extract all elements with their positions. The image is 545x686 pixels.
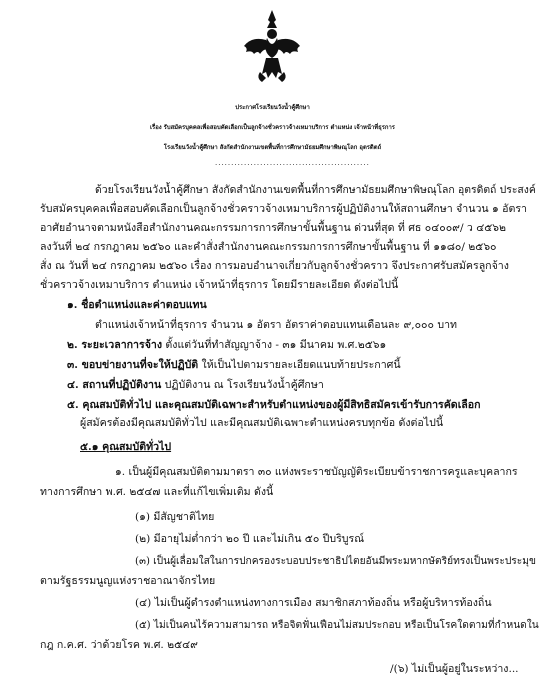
- section-3: [67, 356, 401, 375]
- qualification-item-5a: (๕) ไม่เป็นคนไร้ความสามารถ หรือจิตฟั่นเฟือนไม่สมประกอบ หรือเป็นโรคใดตามที่กำหนดใน: [135, 620, 539, 631]
- qualification-item-1: (๑) มีสัญชาติไทย: [135, 511, 215, 523]
- intro-line-6: ชั่วคราวจ้างเหมาบริการ ตำแหน่ง เจ้าหน้าที่ธุรการ โดยมีรายละเอียด ดังต่อไปนี้: [40, 279, 399, 291]
- section-4: [67, 376, 324, 395]
- section-5-text: ผู้สมัครต้องมีคุณสมบัติทั่วไป และมีคุณสมบัติเฉพาะตำแหน่งครบทุกข้อ ดังต่อไปนี้: [80, 417, 444, 429]
- general-qualification-1b: ทางการศึกษา พ.ศ. ๒๕๔๗ และที่แก้ไขเพิ่มเติม ดังนี้: [40, 486, 274, 498]
- qualification-item-3a: (๓) เป็นผู้เลื่อมใสในการปกครองระบอบประชาธิปไตยอันมีพระมหากษัตริย์ทรงเป็นพระประมุข: [135, 556, 536, 567]
- subject-line-1: เรื่อง รับสมัครบุคคลเพื่อสอบคัดเลือกเป็นลูกจ้างชั่วคราวจ้างเหมาบริการ ตำแหน่ง เจ้าหน้าที่ธุรการ: [150, 124, 395, 131]
- general-qualification-1a: ๑. เป็นผู้มีคุณสมบัติตามมาตรา ๓๐ แห่งพระราชบัญญัติระเบียบข้าราชการครูและบุคลากร: [115, 466, 518, 478]
- garuda-emblem: [240, 6, 304, 84]
- section-1-text: ตำแหน่งเจ้าหน้าที่ธุรการ จำนวน ๑ อัตรา อัตราค่าตอบแทนเดือนละ ๙,๐๐๐ บาท: [95, 319, 457, 331]
- intro-line-5: สั่ง ณ วันที่ ๒๔ กรกฎาคม ๒๕๖๐ เรื่อง การมอบอำนาจเกี่ยวกับลูกจ้างชั่วคราว จึงประกาศรับสมัครลูกจ้าง: [40, 260, 509, 272]
- qualification-item-3b: ตามรัฐธรรมนูญแห่งราชอาณาจักรไทย: [40, 575, 216, 587]
- section-5-title: ๕. คุณสมบัติทั่วไป และคุณสมบัติเฉพาะสำหรับตำแหน่งของผู้มีสิทธิสมัครเข้ารับการคัดเลือก: [67, 399, 481, 411]
- section-2-text: ตั้งแต่วันที่ทำสัญญาจ้าง - ๓๑ มีนาคม พ.ศ.๒๕๖๑: [162, 339, 387, 351]
- intro-line-2: รับสมัครบุคคลเพื่อสอบคัดเลือกเป็นลูกจ้างชั่วคราวจ้างเหมาบริการผู้ปฏิบัติงานให้สถานศึกษา จำนวน ๑ อัตรา: [40, 203, 527, 215]
- continuation-note: /(๖) ไม่เป็นผู้อยู่ในระหว่าง...: [390, 663, 519, 675]
- subject-line-2: โรงเรียนวังน้ำคู้ศึกษา สังกัดสำนักงานเขตพื้นที่การศึกษามัธยมศึกษาพิษณุโลก อุตรดิตถ์: [163, 144, 382, 151]
- intro-line-1: ด้วยโรงเรียนวังน้ำคู้ศึกษา สังกัดสำนักงานเขตพื้นที่การศึกษามัธยมศึกษาพิษณุโลก อุตรดิตถ์ ประสงค์: [95, 184, 536, 196]
- announcement-title: ประกาศโรงเรียนวังน้ำคู้ศึกษา: [235, 104, 310, 111]
- section-4-text: ปฏิบัติงาน ณ โรงเรียนวังน้ำคู้ศึกษา: [161, 379, 324, 391]
- section-3-title: ๓. ขอบข่ายงานที่จะให้ปฏิบัติ: [67, 359, 199, 371]
- title-divider: ................................................: [215, 159, 370, 167]
- qualification-item-2: (๒) มีอายุไม่ต่ำกว่า ๒๐ ปี และไม่เกิน ๕๐ ปีบริบูรณ์: [135, 533, 365, 545]
- intro-line-3: อาศัยอำนาจตามหนังสือสำนักงานคณะกรรมการการศึกษาขั้นพื้นฐาน ด่วนที่สุด ที่ ศธ ๐๔๐๐๙/ ว ๔๕๖๒: [40, 222, 506, 234]
- section-2-title: ๒. ระยะเวลาการจ้าง: [67, 339, 163, 351]
- section-5-1-title: ๕.๑ คุณสมบัติทั่วไป: [80, 441, 172, 453]
- section-3-text: ให้เป็นไปตามรายละเอียดแนบท้ายประกาศนี้: [198, 359, 401, 371]
- section-4-title: ๔. สถานที่ปฏิบัติงาน: [67, 379, 162, 391]
- section-2: [67, 336, 386, 355]
- qualification-item-4: (๔) ไม่เป็นผู้ดำรงตำแหน่งทางการเมือง สมาชิกสภาท้องถิ่น หรือผู้บริหารท้องถิ่น: [135, 597, 492, 609]
- section-1-title: ๑. ชื่อตำแหน่งและค่าตอบแทน: [67, 299, 207, 311]
- qualification-item-5b: กฎ ก.ค.ศ. ว่าด้วยโรค พ.ศ. ๒๕๔๙: [40, 639, 198, 651]
- intro-line-4: ลงวันที่ ๒๔ กรกฎาคม ๒๕๖๐ และคำสั่งสำนักงานคณะกรรมการการศึกษาขั้นพื้นฐาน ที่ ๑๑๘๐/ ๒๕๖๐: [40, 241, 497, 253]
